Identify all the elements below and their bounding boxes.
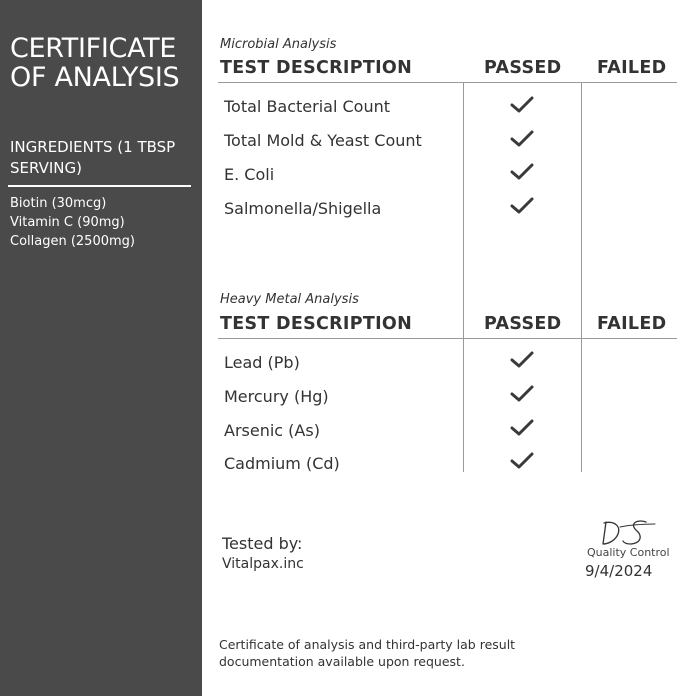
microbial-header-rule [218,82,677,83]
checkmark-icon [510,163,534,181]
microbial-header-failed: FAILED [597,58,667,78]
heavy-metal-header-description: TEST DESCRIPTION [220,314,413,334]
heavy-metal-section-label: Heavy Metal Analysis [220,292,359,307]
microbial-row-label: E. Coli [224,165,275,184]
column-divider-failed [581,82,582,472]
checkmark-icon [510,96,534,114]
ingredient-item: Collagen (2500mg) [10,234,135,249]
microbial-row-label: Total Bacterial Count [224,97,391,116]
signature-image [600,518,658,548]
certificate-title: CERTIFICATE OF ANALYSIS [10,33,180,93]
heavy-metal-header-passed: PASSED [484,314,562,334]
tested-by-label: Tested by: [222,534,303,553]
checkmark-icon [510,130,534,148]
ingredients-list [10,194,195,251]
checkmark-icon [510,351,534,369]
checkmark-icon [510,419,534,437]
microbial-row-label: Salmonella/Shigella [224,199,382,218]
checkmark-icon [510,197,534,215]
microbial-header-passed: PASSED [484,58,562,78]
ingredients-divider [8,185,191,187]
sidebar-panel [0,0,202,696]
checkmark-icon [510,385,534,403]
ingredient-item: Vitamin C (90mg) [10,215,125,230]
microbial-header-description: TEST DESCRIPTION [220,58,413,78]
heavy-metal-row-label: Arsenic (As) [224,421,320,440]
heavy-metal-row-label: Cadmium (Cd) [224,454,340,473]
quality-control-label: Quality Control [587,546,670,559]
microbial-row-label: Total Mold & Yeast Count [224,131,422,150]
heavy-metal-header-rule [218,338,677,339]
heavy-metal-row-label: Lead (Pb) [224,353,300,372]
checkmark-icon [510,452,534,470]
quality-control-date: 9/4/2024 [585,562,653,580]
heavy-metal-header-failed: FAILED [597,314,667,334]
ingredients-title: INGREDIENTS (1 TBSP SERVING) [10,138,176,177]
microbial-section-label: Microbial Analysis [220,37,337,52]
ingredient-item: Biotin (30mcg) [10,196,107,211]
tested-by-value: Vitalpax.inc [222,556,304,572]
heavy-metal-row-label: Mercury (Hg) [224,387,329,406]
footer-note: Certificate of analysis and third-party lab result documentation available upon request. [219,637,516,669]
column-divider-passed [463,82,464,472]
